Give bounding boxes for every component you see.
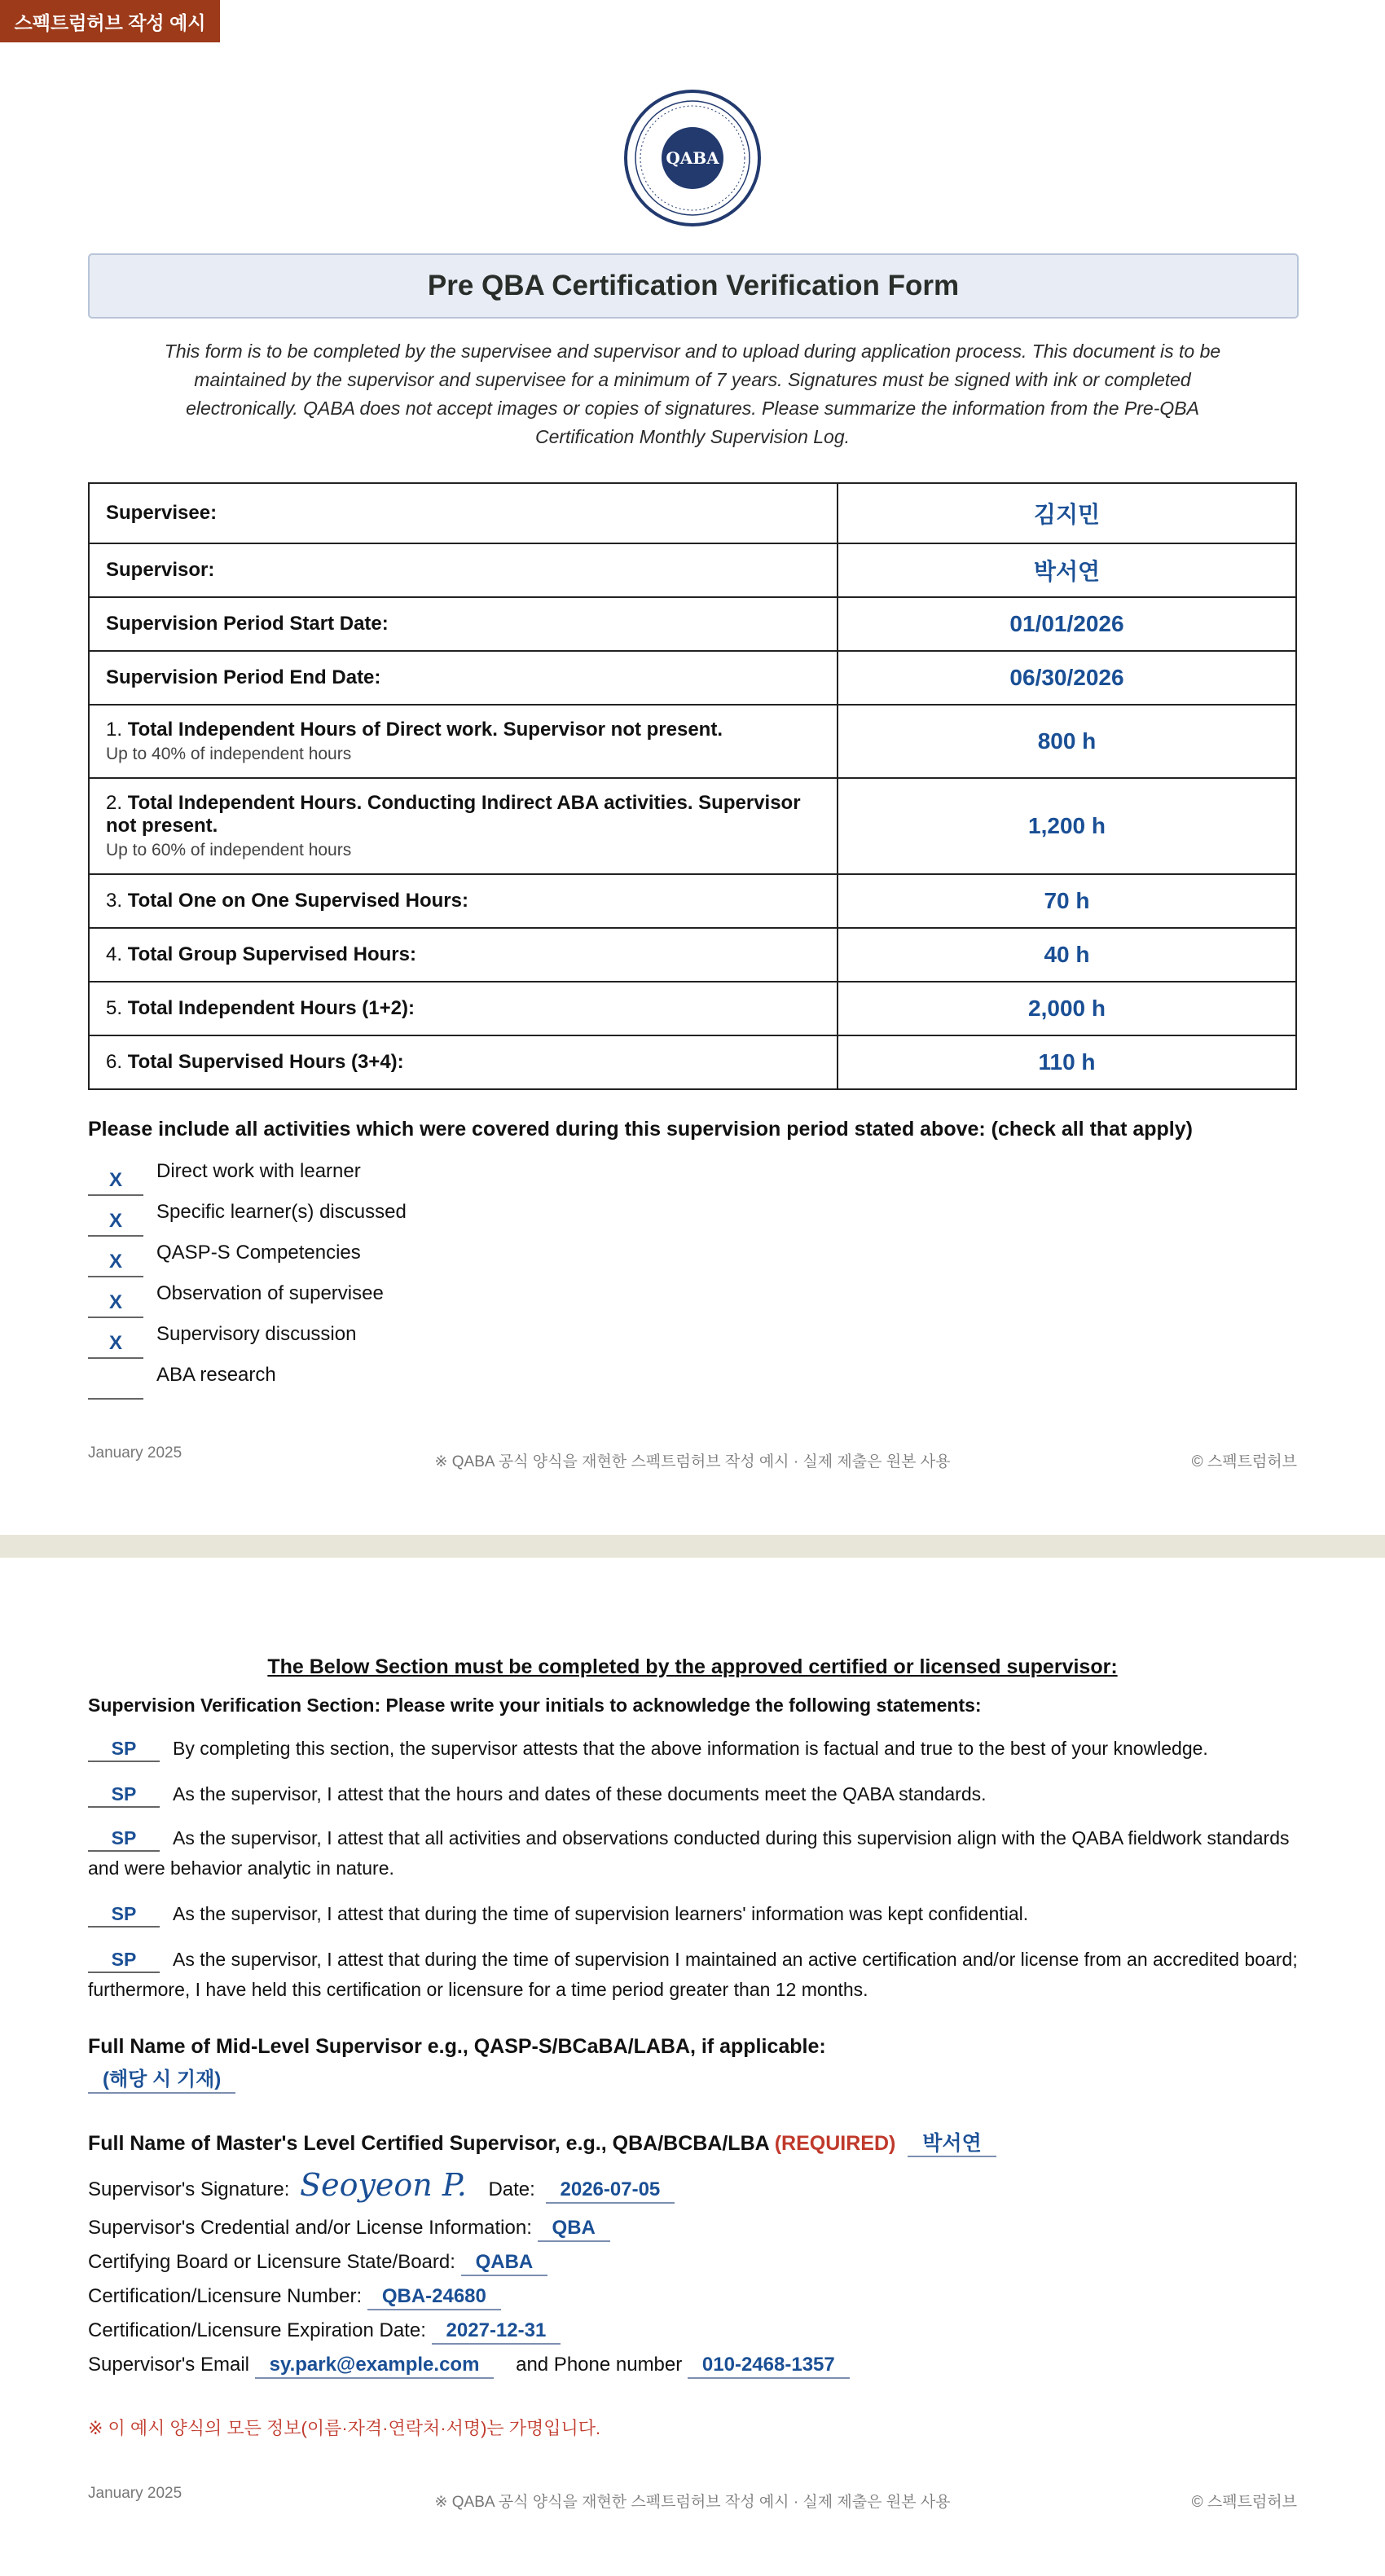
statement: [88, 1823, 1299, 1884]
master-supervisor-row: [88, 2131, 996, 2157]
activity-label: ABA research: [156, 1364, 276, 1386]
page-footer: [88, 1444, 1297, 1469]
hours-row-label: [89, 928, 838, 982]
row-label-text: Total Independent Hours. Conducting Indirect ABA activities. Supervisor not present.: [106, 792, 801, 837]
hours-row: [89, 651, 1296, 705]
email-field[interactable]: sy.park@example.com: [255, 2353, 495, 2379]
hours-row-label: [89, 483, 838, 543]
row-label-text: Total Supervised Hours (3+4):: [127, 1051, 404, 1073]
hours-row-value[interactable]: 40 h: [838, 928, 1296, 982]
expiration-row: [88, 2319, 561, 2345]
hours-row: [89, 928, 1296, 982]
activity-item: [88, 1275, 407, 1316]
master-supervisor-field[interactable]: 박서연: [908, 2131, 996, 2157]
example-tag: 스펙트럼허브 작성 예시: [0, 0, 220, 42]
activity-label: Direct work with learner: [156, 1160, 361, 1182]
initials-field[interactable]: SP: [88, 1782, 160, 1808]
email-label: Supervisor's Email: [88, 2354, 249, 2376]
signature-date-field[interactable]: 2026-07-05: [546, 2178, 675, 2204]
pseudonym-notice: ※ 이 예시 양식의 모든 정보(이름·자격·연락처·서명)는 가명입니다.: [88, 2418, 601, 2438]
master-supervisor-label: Full Name of Master's Level Certified Supervisor, e.g., QBA/BCBA/LBA: [88, 2132, 769, 2155]
row-number: 1.: [106, 719, 123, 741]
supervisor-signature[interactable]: Seoyeon P.: [300, 2167, 467, 2203]
hours-row: [89, 543, 1296, 597]
page-footer: [88, 2485, 1297, 2509]
row-sublabel: Up to 40% of independent hours: [106, 745, 352, 763]
hours-row-label: [89, 651, 838, 705]
expiration-label: Certification/Licensure Expiration Date:: [88, 2319, 426, 2341]
statement-text: As the supervisor, I attest that the hours and dates of these documents meet the QABA standards.: [173, 1783, 987, 1805]
form-title: Pre QBA Certification Verification Form: [88, 253, 1299, 319]
activity-label: Observation of supervisee: [156, 1282, 384, 1304]
row-sublabel: Up to 60% of independent hours: [106, 841, 352, 859]
hours-row-value[interactable]: 박서연: [838, 543, 1296, 597]
hours-row: [89, 705, 1296, 778]
statement: [88, 1734, 1299, 1764]
activities-heading: Please include all activities which were covered during this supervision period stated above: (check all that apply): [88, 1118, 1193, 1141]
form-intro: This form is to be completed by the supervisee and supervisor and to upload during application process. This document is to be maintained by the supervisor and supervisee for a minimum of 7 years. Signatures must be signed with ink or completed electronically. QABA does not accept images or copies of signatures. Please summarize the information from the Pre-QBA Certification Monthly Supervision Log.: [164, 341, 1221, 447]
footer-date: January 2025: [88, 1444, 182, 1462]
activity-checkmark[interactable]: X: [88, 1167, 143, 1196]
credential-field[interactable]: QBA: [538, 2216, 610, 2242]
hours-row-label: [89, 1035, 838, 1089]
statement-text: By completing this section, the supervisor attests that the above information is factual and true to the best of your knowledge.: [173, 1738, 1208, 1759]
hours-row: [89, 597, 1296, 651]
row-label-text: Supervision Period Start Date:: [106, 613, 389, 635]
statement-text: As the supervisor, I attest that all activities and observations conducted during this supervision align with the QABA fieldwork standards and were behavior analytic in nature.: [88, 1827, 1290, 1879]
hours-row-label: [89, 874, 838, 928]
row-number: 2.: [106, 792, 123, 814]
hours-row-label: [89, 778, 838, 874]
row-number: 5.: [106, 997, 123, 1019]
board-row: [88, 2250, 547, 2276]
activity-item: [88, 1356, 407, 1397]
initials-field[interactable]: SP: [88, 1901, 160, 1928]
row-label-text: Total Independent Hours (1+2):: [127, 997, 415, 1019]
hours-row-value[interactable]: 김지민: [838, 483, 1296, 543]
hours-row: [89, 778, 1296, 874]
activity-label: Supervisory discussion: [156, 1323, 357, 1345]
activity-label: QASP-S Competencies: [156, 1242, 361, 1264]
activity-checkmark[interactable]: [88, 1370, 143, 1400]
row-label-text: Total Independent Hours of Direct work. Supervisor not present.: [127, 719, 723, 741]
verification-heading: Supervision Verification Section: Please write your initials to acknowledge the following statements:: [88, 1695, 982, 1716]
row-label-text: Supervision Period End Date:: [106, 666, 381, 688]
license-number-label: Certification/Licensure Number:: [88, 2285, 363, 2307]
hours-row: [89, 1035, 1296, 1089]
hours-row-value[interactable]: 01/01/2026: [838, 597, 1296, 651]
statement: [88, 1899, 1299, 1929]
activity-checkmark[interactable]: X: [88, 1248, 143, 1277]
date-label: Date:: [488, 2178, 535, 2200]
board-field[interactable]: QABA: [461, 2250, 548, 2276]
contact-row: [88, 2353, 850, 2379]
hours-table: [88, 482, 1297, 1090]
hours-row-value[interactable]: 70 h: [838, 874, 1296, 928]
activity-checkmark[interactable]: X: [88, 1207, 143, 1237]
hours-row-label: [89, 543, 838, 597]
qaba-seal-logo: [622, 88, 763, 228]
required-label: (REQUIRED): [774, 2132, 896, 2155]
page-separator: [0, 1535, 1385, 1558]
seal-text: QABA: [666, 148, 719, 168]
hours-row: [89, 483, 1296, 543]
license-number-row: [88, 2284, 501, 2310]
statement: [88, 1779, 1299, 1809]
row-number: 6.: [106, 1051, 123, 1073]
activity-item: [88, 1193, 407, 1234]
row-number: 4.: [106, 943, 123, 965]
mid-level-supervisor-row: [88, 2068, 235, 2094]
hours-row-value[interactable]: 1,200 h: [838, 778, 1296, 874]
hours-row: [89, 982, 1296, 1035]
statement: [88, 1945, 1299, 2005]
activity-item: [88, 1234, 407, 1275]
credential-label: Supervisor's Credential and/or License Information:: [88, 2217, 532, 2239]
activity-checkmark[interactable]: X: [88, 1330, 143, 1359]
phone-label: and Phone number: [516, 2354, 683, 2376]
hours-row-label: [89, 705, 838, 778]
row-label-text: Total One on One Supervised Hours:: [127, 890, 468, 912]
mid-level-supervisor-label: Full Name of Mid-Level Supervisor e.g., QASP-S/BCaBA/LABA, if applicable:: [88, 2035, 826, 2058]
row-label-text: Supervisee:: [106, 502, 218, 524]
license-number-field[interactable]: QBA-24680: [367, 2284, 501, 2310]
activity-item: [88, 1153, 407, 1193]
expiration-field[interactable]: 2027-12-31: [432, 2319, 561, 2345]
initials-field[interactable]: SP: [88, 1736, 160, 1762]
signature-label: Supervisor's Signature:: [88, 2178, 290, 2200]
row-label-text: Total Group Supervised Hours:: [127, 943, 416, 965]
row-label-text: Supervisor:: [106, 559, 215, 581]
footer-copyright: © 스펙트럼허브: [1191, 2494, 1297, 2511]
hours-row-value[interactable]: 2,000 h: [838, 982, 1296, 1035]
row-number: 3.: [106, 890, 123, 912]
footer-note: ※ QABA 공식 양식을 재현한 스펙트럼허브 작성 예시 · 실제 제출은 원본 사용: [434, 1453, 951, 1470]
initials-field[interactable]: SP: [88, 1947, 160, 1973]
phone-field[interactable]: 010-2468-1357: [688, 2353, 850, 2379]
initials-field[interactable]: SP: [88, 1826, 160, 1852]
statement-text: As the supervisor, I attest that during the time of supervision I maintained an active certification and/or license from an accredited board; furthermore, I have held this certification or licensure for a time period greater than 12 months.: [88, 1949, 1298, 2000]
hours-row-value[interactable]: 06/30/2026: [838, 651, 1296, 705]
hours-row-value[interactable]: 110 h: [838, 1035, 1296, 1089]
activity-checkmark[interactable]: X: [88, 1289, 143, 1318]
activities-checklist: [88, 1153, 407, 1397]
signature-row: [88, 2167, 675, 2204]
footer-note: ※ QABA 공식 양식을 재현한 스펙트럼허브 작성 예시 · 실제 제출은 원본 사용: [434, 2494, 951, 2511]
hours-row-label: [89, 597, 838, 651]
activity-label: Specific learner(s) discussed: [156, 1201, 407, 1223]
hours-row: [89, 874, 1296, 928]
form-page-2: [0, 1558, 1385, 2576]
activity-item: [88, 1316, 407, 1356]
statement-text: As the supervisor, I attest that during the time of supervision learners' information was kept confidential.: [173, 1903, 1029, 1924]
credential-row: [88, 2216, 610, 2242]
hours-row-label: [89, 982, 838, 1035]
supervisor-section-heading: The Below Section must be completed by the approved certified or licensed supervisor:: [267, 1655, 1118, 1678]
hours-row-value[interactable]: 800 h: [838, 705, 1296, 778]
footer-date: January 2025: [88, 2485, 182, 2502]
mid-level-supervisor-field[interactable]: (해당 시 기재): [88, 2068, 235, 2094]
board-label: Certifying Board or Licensure State/Board:: [88, 2251, 455, 2273]
footer-copyright: © 스펙트럼허브: [1191, 1453, 1297, 1470]
